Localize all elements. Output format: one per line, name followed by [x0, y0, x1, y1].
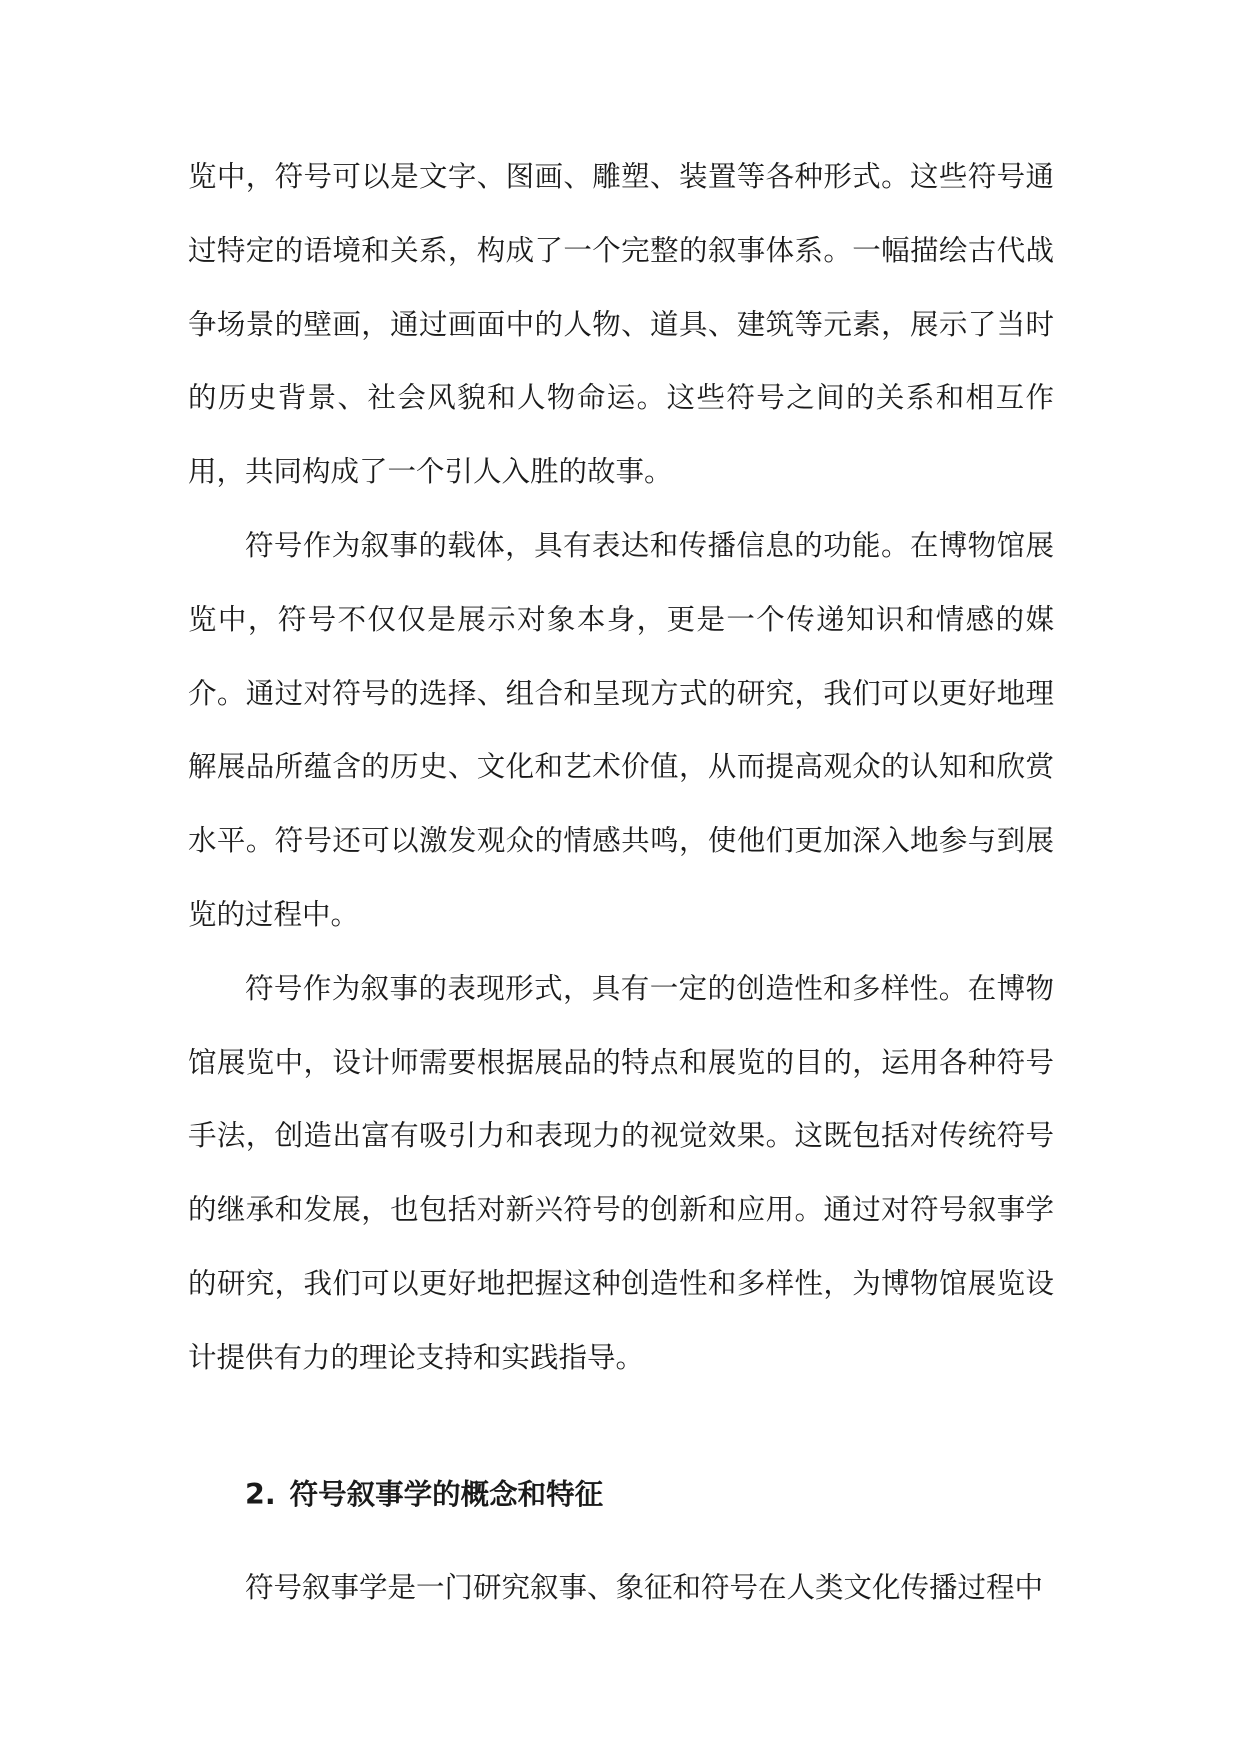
section-heading [245, 1458, 603, 1532]
body-text-block-after-heading [188, 1551, 1054, 1625]
paragraph-continued: 览中，符号可以是文字、图画、雕塑、装置等各种形式。这些符号通过特定的语境和关系，构成了一个完整的叙事体系。一幅描绘古代战争场景的壁画，通过画面中的人物、道具、建筑等元素，展示了当时的历史背景、社会风貌和人物命运。这些符号之间的关系和相互作用，共同构成了一个引人入胜的故事。 [188, 160, 1054, 489]
paragraph: 符号作为叙事的载体，具有表达和传播信息的功能。在博物馆展览中，符号不仅仅是展示对象本身，更是一个传递知识和情感的媒介。通过对符号的选择、组合和呈现方式的研究，我们可以更好地理解展品所蕴含的历史、文化和艺术价值，从而提高观众的认知和欣赏水平。符号还可以激发观众的情感共鸣，使他们更加深入地参与到展览的过程中。 [188, 528, 1054, 931]
paragraph: 符号叙事学是一门研究叙事、象征和符号在人类文化传播过程中 [245, 1571, 1044, 1604]
body-text-block [188, 140, 1054, 1395]
paragraph: 符号作为叙事的表现形式，具有一定的创造性和多样性。在博物馆展览中，设计师需要根据展品的特点和展览的目的，运用各种符号手法，创造出富有吸引力和表现力的视觉效果。这既包括对传统符号的继承和发展，也包括对新兴符号的创新和应用。通过对符号叙事学的研究，我们可以更好地把握这种创造性和多样性，为博物馆展览设计提供有力的理论支持和实践指导。 [188, 971, 1054, 1374]
section-number: 2. [245, 1478, 276, 1511]
section-title: 符号叙事学的概念和特征 [289, 1478, 604, 1511]
